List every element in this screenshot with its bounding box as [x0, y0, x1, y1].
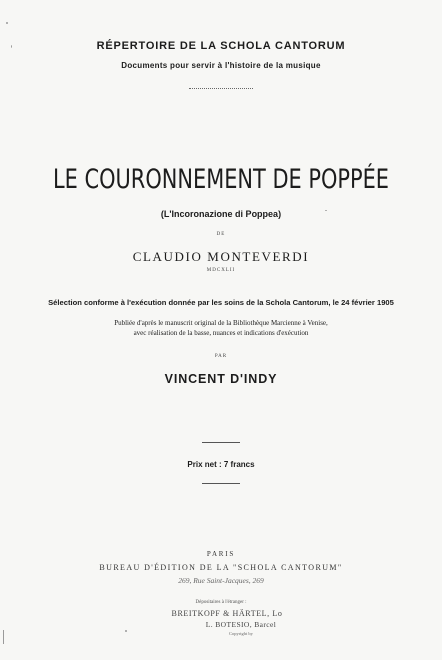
selection-note: Sélection conforme à l'exécution donnée par les soins de la Schola Cantorum, le 24 février 1905	[48, 298, 394, 307]
work-subtitle: (L'Incoronazione di Poppea)	[160, 209, 282, 219]
par-label: PAR	[214, 354, 228, 359]
composition-year: MDCXLII	[206, 268, 236, 273]
price-divider-top	[202, 442, 240, 443]
work-title: LE COURONNEMENT DE POPPÉE	[53, 164, 389, 195]
publisher-name: BUREAU D'ÉDITION DE LA "SCHOLA CANTORUM"	[99, 563, 343, 572]
copyright-note: Copyright by	[229, 631, 253, 636]
publication-note-line-1: Publiée d'après le manuscrit original de la Bibliothèque Marcienne à Venise,	[114, 319, 328, 327]
paper-speck	[11, 45, 12, 48]
paper-speck	[3, 630, 4, 644]
publication-note-line-2: avec réalisation de la basse, nuances et indications d'exécution	[133, 329, 309, 337]
paper-speck	[6, 22, 8, 24]
foreign-depositaries-label: Dépositaires à l'étranger :	[195, 600, 247, 605]
price-divider-bottom	[202, 483, 240, 484]
depositary-breitkopf: BREITKOPF & HÄRTEL, Lo	[171, 609, 283, 618]
series-subtitle: Documents pour servir à l'histoire de la musique	[121, 61, 321, 70]
de-label: DE	[216, 232, 226, 237]
composer-name: CLAUDIO MONTEVERDI	[132, 249, 310, 264]
depositary-botesio: L. BOTESIO, Barcel	[205, 620, 277, 629]
publisher-address: 269, Rue Saint-Jacques, 269	[178, 576, 264, 585]
dotted-divider	[189, 88, 253, 89]
series-title: RÉPERTOIRE DE LA SCHOLA CANTORUM	[96, 40, 346, 52]
paper-speck	[125, 630, 127, 632]
publisher-city: PARIS	[206, 550, 236, 558]
editor-name: VINCENT D'INDY	[164, 372, 278, 386]
paper-speck	[325, 210, 327, 211]
price-label: Prix net : 7 francs	[187, 460, 255, 469]
